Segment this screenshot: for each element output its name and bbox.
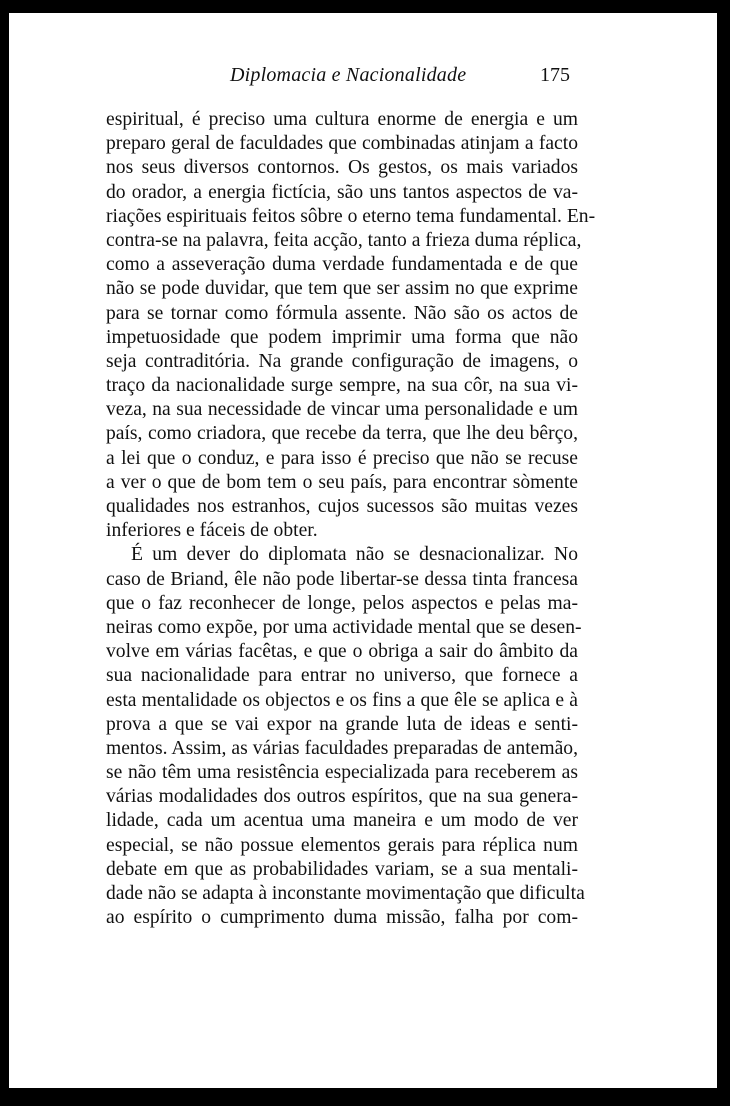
page-header	[106, 64, 570, 90]
text-line: país, como criadora, que recebe da terra, que lhe deu bêrço,	[106, 423, 578, 445]
text-line: É um dever do diplomata não se desnacionalizar. No	[131, 544, 578, 566]
text-line: especial, se não possue elementos gerais para réplica num	[106, 834, 578, 856]
text-line: esta mentalidade os objectos e os fins a que êle se aplica e à	[106, 689, 578, 711]
scan-border-left	[0, 0, 9, 1106]
text-line: nos seus diversos contornos. Os gestos, os mais variados	[106, 157, 578, 179]
text-line: para se tornar como fórmula assente. Não são os actos de	[106, 302, 578, 324]
text-line: se não têm uma resistência especializada para receberem as	[106, 762, 578, 784]
text-line: riações espirituais feitos sôbre o eterno tema fundamental. En-	[106, 205, 596, 227]
text-line: sua nacionalidade para entrar no universo, que fornece a	[106, 665, 578, 687]
text-line: não se pode duvidar, que tem que ser assim no que exprime	[106, 278, 578, 300]
paragraph	[106, 543, 585, 930]
text-line: a lei que o conduz, e para isso é preciso que não se recuse	[106, 447, 578, 469]
text-line: impetuosidade que podem imprimir uma forma que não	[106, 326, 578, 348]
scan-border-right	[717, 0, 730, 1106]
text-line: como a asseveração duma verdade fundamentada e de que	[106, 254, 578, 276]
paragraph	[106, 108, 596, 543]
text-line: veza, na sua necessidade de vincar uma personalidade e um	[106, 399, 578, 421]
scan-border-bottom	[0, 1088, 730, 1106]
text-line: ao espírito o cumprimento duma missão, falha por com-	[106, 907, 578, 929]
text-line: seja contraditória. Na grande configuração de imagens, o	[106, 350, 578, 372]
text-line: preparo geral de faculdades que combinadas atinjam a facto	[106, 133, 578, 155]
text-line: lidade, cada um acentua uma maneira e um modo de ver	[106, 810, 578, 832]
text-line: do orador, a energia fictícia, são uns tantos aspectos de va-	[106, 181, 578, 203]
running-title: Diplomacia e Nacionalidade	[230, 64, 467, 86]
text-line: caso de Briand, êle não pode libertar-se dessa tinta francesa	[106, 568, 578, 590]
text-line: espiritual, é preciso uma cultura enorme de energia e um	[106, 109, 578, 130]
text-line: que o faz reconhecer de longe, pelos aspectos e pelas ma-	[106, 592, 578, 614]
text-line: dade não se adapta à inconstante movimentação que dificulta	[106, 883, 585, 904]
page-number: 175	[540, 64, 570, 86]
text-line: traço da nacionalidade surge sempre, na sua côr, na sua vi-	[106, 375, 578, 397]
text-line: debate em que as probabilidades variam, se a sua mentali-	[106, 858, 578, 880]
body-text	[106, 108, 596, 930]
text-line: inferiores e fáceis de obter.	[106, 520, 318, 542]
text-line: prova a que se vai expor na grande luta de ideas e senti-	[106, 713, 578, 735]
text-line: qualidades nos estranhos, cujos sucessos são muitas vezes	[106, 496, 578, 517]
text-line: contra-se na palavra, feita acção, tanto a frieza duma réplica,	[106, 229, 582, 251]
text-line: várias modalidades dos outros espíritos, que na sua genera-	[106, 786, 578, 808]
text-line: volve em várias facêtas, e que o obriga a sair do âmbito da	[106, 641, 578, 663]
text-line: mentos. Assim, as várias faculdades preparadas de antemão,	[106, 737, 578, 759]
text-line: neiras como expõe, por uma actividade mental que se desen-	[106, 616, 582, 638]
text-line: a ver o que de bom tem o seu país, para encontrar sòmente	[106, 471, 578, 493]
scan-border-top	[0, 0, 730, 13]
